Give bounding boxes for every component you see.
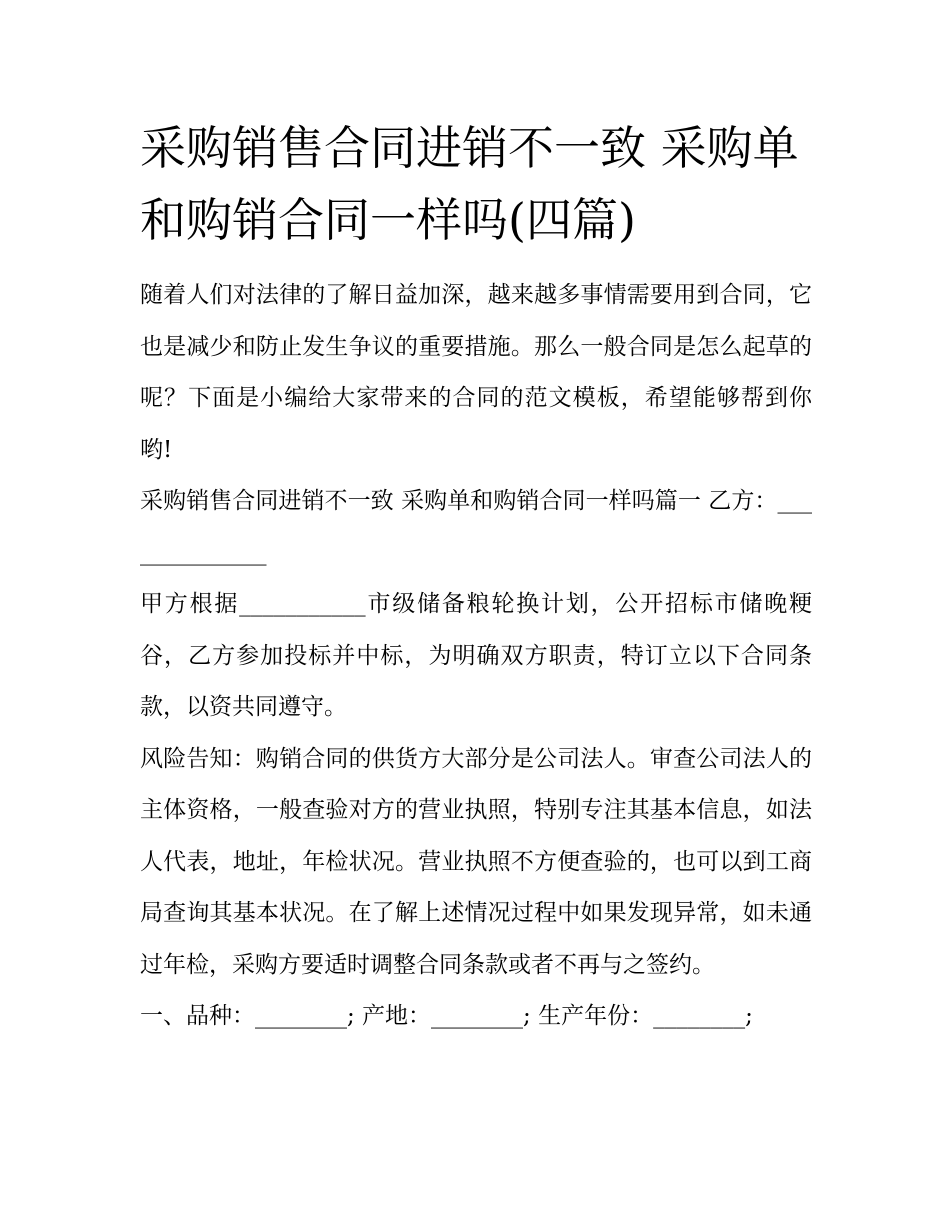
section-heading-paragraph: 采购销售合同进销不一致 采购单和购销合同一样吗篇一 乙方：______________ (140, 488, 812, 566)
party-a-paragraph: 甲方根据___________市级储备粮轮换计划，公开招标市储晚粳谷，乙方参加投标并中标，为明确双方职责，特订立以下合同条款，以资共同遵守。 (140, 591, 812, 720)
intro-paragraph: 随着人们对法律的了解日益加深，越来越多事情需要用到合同，它也是减少和防止发生争议的重要措施。那么一般合同是怎么起草的呢？下面是小编给大家带来的合同的范文模板，希望能够帮到你哟! (140, 282, 812, 463)
document-title: 采购销售合同进销不一致 采购单和购销合同一样吗(四篇) (140, 121, 799, 247)
clause-one-paragraph: 一、品种：________; 产地：________; 生产年份：________; (140, 1003, 753, 1029)
risk-notice-paragraph: 风险告知：购销合同的供货方大部分是公司法人。审查公司法人的主体资格，一般查验对方的营业执照，特别专注其基本信息，如法人代表，地址，年检状况。营业执照不方便查验的，也可以到工商局查询其基本状况。在了解上述情况过程中如果发现异常，如未通过年检，采购方要适时调整合同条款或者不再与之签约。 (140, 745, 812, 978)
document-body (140, 270, 812, 1043)
